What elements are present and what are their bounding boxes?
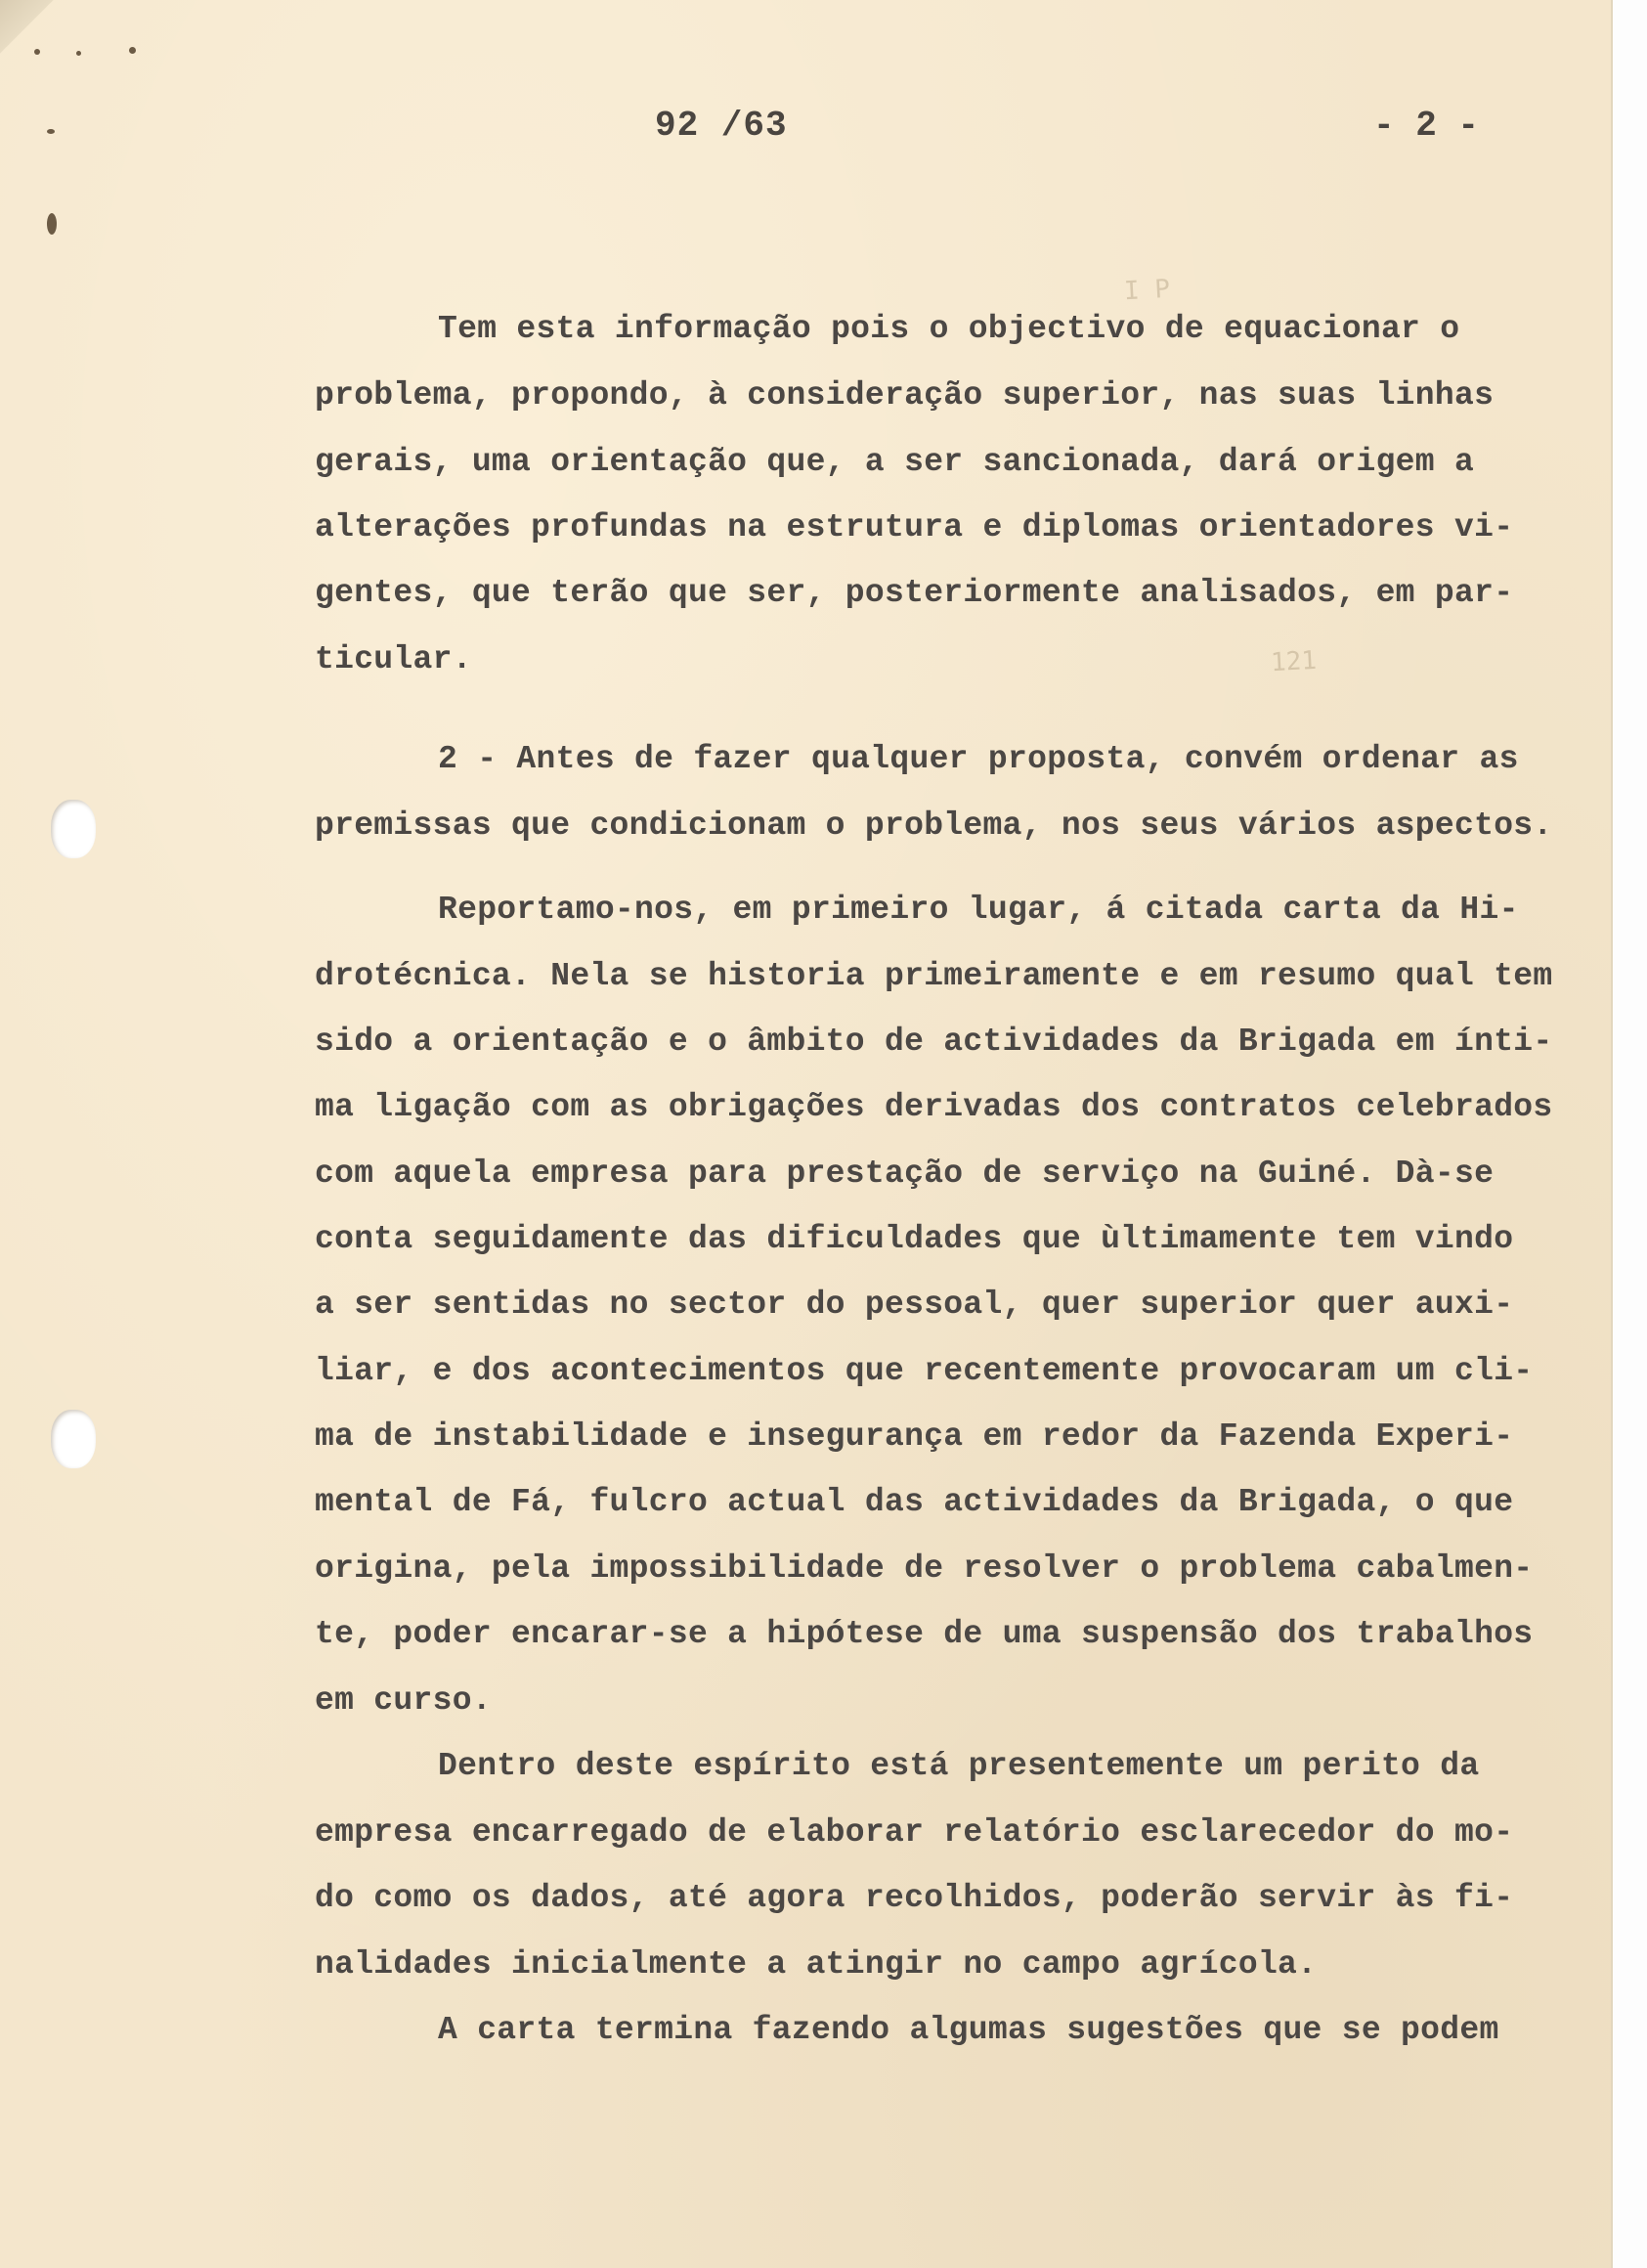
text-line: premissas que condicionam o problema, nos seus vários aspectos. [315, 807, 1553, 844]
text-line: a ser sentidas no sector do pessoal, quer superior quer auxi- [315, 1287, 1514, 1323]
text-line: drotécnica. Nela se historia primeiramente e em resumo qual tem [315, 958, 1553, 994]
bleed-through-mark: I P [1123, 274, 1171, 307]
punch-hole-top [51, 800, 96, 858]
folded-corner [0, 0, 59, 59]
punch-hole-bottom [51, 1410, 96, 1468]
text-line: gentes, que terão que ser, posteriormente analisados, em par- [315, 575, 1514, 611]
text-line: Tem esta informação pois o objectivo de equacionar o [438, 311, 1460, 347]
text-line: origina, pela impossibilidade de resolver o problema cabalmen- [315, 1550, 1534, 1587]
text-line: ma ligação com as obrigações derivadas dos contratos celebrados [315, 1089, 1553, 1125]
text-line: ticular. [315, 641, 472, 677]
text-line: do como os dados, até agora recolhidos, poderão servir às fi- [315, 1880, 1514, 1916]
text-line: A carta termina fazendo algumas sugestões que se podem [438, 2012, 1499, 2048]
text-line: alterações profundas na estrutura e diplomas orientadores vi- [315, 509, 1514, 545]
text-line: Reportamo-nos, em primeiro lugar, á citada carta da Hi- [438, 892, 1519, 928]
page-number: - 2 - [1373, 106, 1480, 146]
text-line: conta seguidamente das dificuldades que ùltimamente tem vindo [315, 1221, 1514, 1257]
text-line: nalidades inicialmente a atingir no campo agrícola. [315, 1946, 1318, 1983]
document-reference: 92 /63 [655, 106, 788, 146]
ink-speck [34, 49, 40, 55]
page-edge [1611, 0, 1647, 2268]
text-line: mental de Fá, fulcro actual das actividades da Brigada, o que [315, 1484, 1514, 1520]
text-line: gerais, uma orientação que, a ser sancionada, dará origem a [315, 444, 1475, 480]
text-line: empresa encarregado de elaborar relatório esclarecedor do mo- [315, 1814, 1514, 1851]
ink-speck [76, 51, 81, 56]
text-line: liar, e dos acontecimentos que recentemente provocaram um cli- [315, 1353, 1534, 1389]
text-line: sido a orientação e o âmbito de actividades da Brigada em ínti- [315, 1024, 1553, 1060]
text-line: 2 - Antes de fazer qualquer proposta, convém ordenar as [438, 741, 1519, 777]
text-line: em curso. [315, 1682, 492, 1719]
ink-speck [129, 47, 136, 54]
ink-speck [47, 129, 55, 134]
text-line: problema, propondo, à consideração superior, nas suas linhas [315, 377, 1495, 414]
ink-speck [47, 213, 57, 235]
text-line: te, poder encarar-se a hipótese de uma suspensão dos trabalhos [315, 1616, 1534, 1652]
text-line: ma de instabilidade e insegurança em redor da Fazenda Experi- [315, 1418, 1514, 1455]
text-line: com aquela empresa para prestação de serviço na Guiné. Dà-se [315, 1156, 1495, 1192]
bleed-through-mark: 121 [1270, 645, 1318, 678]
text-line: Dentro deste espírito está presentemente um perito da [438, 1748, 1480, 1784]
